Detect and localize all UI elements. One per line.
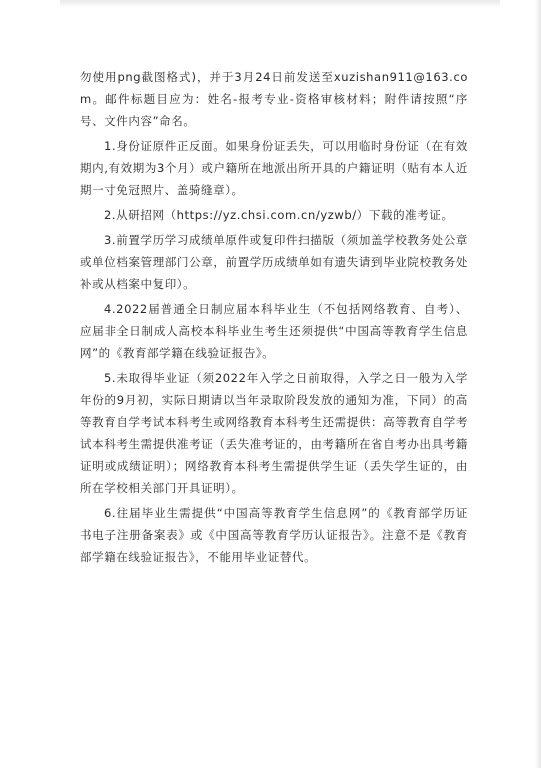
page-right-edge — [535, 0, 541, 768]
requirement-item-2: 2.从研招网（https://yz.chsi.com.cn/yzwb/）下载的准考证。 — [104, 208, 454, 222]
requirement-item-3: 3.前置学历学习成绩单原件或复印件扫描版（须加盖学校教务处公章或单位档案管理部门公章，前置学历成绩单如有遗失请到毕业院校教务处补或从档案中复印）。 — [80, 233, 468, 291]
requirement-item-4: 4.2022届普通全日制应届本科毕业生（不包括网络教育、自考）、应届非全日制成人高校本科毕业生考生还须提供“中国高等教育学生信息网”的《教育部学籍在线验证报告》。 — [80, 302, 468, 360]
requirement-item-6: 6.往届毕业生需提供“中国高等教育学生信息网”的《教育部学历证书电子注册备案表》或《中国高等教育学历认证报告》。注意不是《教育部学籍在线验证报告》，不能用毕业证替代。 — [80, 506, 468, 564]
intro-paragraph: 勿使用png截图格式)，并于3月24日前发送至xuzishan911@163.com。邮件标题目应为：姓名-报考专业-资格审核材料；附件请按照“序号、文件内容”命名。 — [80, 70, 468, 128]
requirement-item-5: 5.未取得毕业证（须2022年入学之日前取得，入学之日一般为入学年份的9月初，实际日期请以当年录取阶段发放的通知为准，下同）的高等教育自学考试本科考生或网络教育本科考生还需提供：高等教育自学考试本科考生需提供准考证（丢失准考证的，由考籍所在省自考办出具考籍证明或成绩证明）；网络教育本科考生需提供学生证（丢失学生证的，由所在学校相关部门开具证明）。 — [80, 371, 468, 495]
page-top-shadow — [60, 0, 500, 8]
requirement-item-1: 1.身份证原件正反面。如果身份证丢失，可以用临时身份证（在有效期内,有效期为3个月）或户籍所在地派出所开具的户籍证明（贴有本人近期一寸免冠照片、盖骑缝章）。 — [80, 139, 468, 197]
document-body — [80, 66, 468, 571]
